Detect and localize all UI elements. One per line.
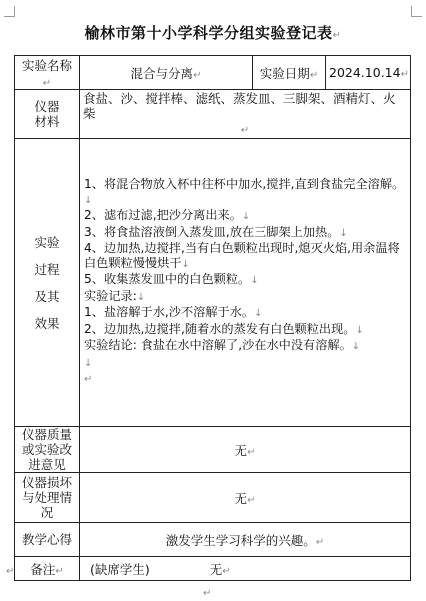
line-break-mark: ↓ xyxy=(351,341,361,353)
absent-students-label: (缺席学生) xyxy=(90,561,150,577)
conclusion-line: 实验结论: 食盐在水中溶解了,沙在水中没有溶解。 xyxy=(84,338,352,353)
row-process xyxy=(15,139,411,427)
paragraph-mark: ↵ xyxy=(315,536,325,548)
quality-value-cell[interactable] xyxy=(80,427,411,473)
materials-value-cell[interactable] xyxy=(80,90,411,139)
damage-value: 无 xyxy=(234,490,248,506)
line-break-mark: ↓ xyxy=(136,291,146,303)
experience-value-cell[interactable] xyxy=(80,523,411,557)
materials-label-line1: 仪器 xyxy=(34,99,60,114)
experience-value: 激发学生学习科学的兴趣。 xyxy=(165,532,316,548)
paragraph-mark: ↵ xyxy=(400,69,409,80)
process-line: 1、将混合物放入杯中往杯中加水,搅拌,直到食盐完全溶解。 xyxy=(84,177,405,192)
name-label-cell xyxy=(15,56,80,90)
remarks-label-cell xyxy=(15,557,80,581)
process-label-4: 效果 xyxy=(34,315,60,331)
paragraph-mark: ↵ xyxy=(193,69,202,81)
document-title xyxy=(0,22,426,43)
row-name-date xyxy=(15,56,411,90)
process-line: 5、收集蒸发皿中的白色颗粒。 xyxy=(84,272,251,287)
damage-label: 仪器损坏与处理情况 xyxy=(21,475,72,520)
line-break-mark: ↓ xyxy=(254,308,263,320)
name-label: 实验名称 xyxy=(21,58,72,73)
paragraph-mark: ↵ xyxy=(247,494,256,506)
experience-label-cell xyxy=(15,523,80,557)
process-label-cell xyxy=(15,139,80,427)
process-label-3: 及其 xyxy=(34,288,60,304)
line-break-mark: ↓ xyxy=(355,324,364,336)
process-line: 3、将食盐溶液倒入蒸发皿,放在三脚架上加热。 xyxy=(84,224,340,239)
line-break-mark: ↓ xyxy=(250,275,259,287)
line-break-mark: ↓ xyxy=(339,227,348,239)
experiment-record-table xyxy=(14,55,411,581)
remarks-label: 备注 xyxy=(30,561,56,577)
paragraph-mark: ↵ xyxy=(203,588,212,599)
quality-label: 仪器质量或实验改进意见 xyxy=(21,427,72,472)
paragraph-mark: ↵ xyxy=(42,78,52,89)
paragraph-mark: ↵ xyxy=(6,566,15,577)
record-line: 1、盐溶解于水,沙不溶解于水。 xyxy=(84,305,255,320)
quality-value: 无 xyxy=(234,442,248,458)
remarks-value-cell[interactable] xyxy=(80,557,411,581)
process-label-1: 实验 xyxy=(34,234,60,250)
damage-label-cell xyxy=(15,473,80,523)
date-value-cell[interactable] xyxy=(326,56,411,90)
remarks-value: 无 xyxy=(209,561,223,577)
row-materials xyxy=(15,90,411,139)
paragraph-mark: ↵ xyxy=(240,125,250,136)
materials-label-line2: 材料 xyxy=(34,114,60,129)
name-value-cell[interactable] xyxy=(80,56,253,90)
process-line: 2、滤布过滤,把沙分离出来。 xyxy=(84,208,242,223)
row-quality xyxy=(15,427,411,473)
process-line: 4、边加热,边搅拌,当有白色颗粒出现时,熄灭火焰,用余温将白色颗粒慢慢烘干 xyxy=(84,241,400,270)
row-remarks xyxy=(15,557,411,581)
line-break-mark: ↓ xyxy=(181,258,190,270)
date-value: 2024.10.14 xyxy=(329,65,401,80)
paragraph-mark: ↵ xyxy=(222,565,231,577)
date-label: 实验日期 xyxy=(259,65,310,81)
paragraph-mark: ↵ xyxy=(84,374,93,386)
quality-label-cell xyxy=(15,427,80,473)
line-break-mark: ↓ xyxy=(84,194,93,206)
process-value-cell[interactable] xyxy=(80,139,411,427)
record-heading: 实验记录: xyxy=(84,288,137,303)
date-label-cell xyxy=(253,56,326,90)
line-break-mark: ↓ xyxy=(84,357,93,369)
materials-value: 食盐、沙、搅拌棒、滤纸、蒸发皿、三脚架、酒精灯、火柴 xyxy=(83,91,396,121)
margin-corner-top-right xyxy=(411,6,422,17)
record-line: 2、边加热,边搅拌,随着水的蒸发有白色颗粒出现。 xyxy=(84,321,356,336)
row-experience xyxy=(15,523,411,557)
name-value: 混合与分离 xyxy=(130,65,194,81)
title-text: 榆林市第十小学科学分组实验登记表 xyxy=(84,24,333,42)
row-damage xyxy=(15,473,411,523)
paragraph-mark: ↵ xyxy=(309,69,319,81)
paragraph-mark: ↵ xyxy=(55,565,64,577)
margin-corner-top-left xyxy=(4,6,15,17)
experience-label: 教学心得 xyxy=(21,532,72,547)
paragraph-mark: ↵ xyxy=(247,446,256,458)
damage-value-cell[interactable] xyxy=(80,473,411,523)
line-break-mark: ↓ xyxy=(241,211,251,223)
process-label-2: 过程 xyxy=(34,261,60,277)
materials-label-cell xyxy=(15,90,80,139)
paragraph-mark: ↵ xyxy=(332,30,342,41)
